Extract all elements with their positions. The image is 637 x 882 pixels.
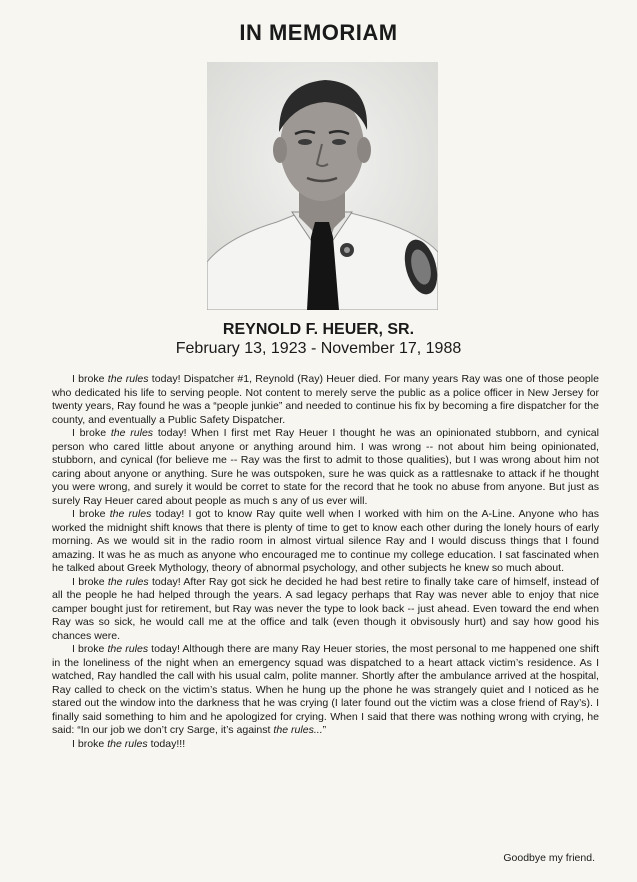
paragraph: I broke the rules today! Although there are many Ray Heuer stories, the most personal to me happened one shift in the loneliness of the night when an emergency squad was dispatched to a heart attack victim’s residence. As I watched, Ray handled the call with his usual calm, polite manner. Shortly after the ambulance arrived at the hospital, Ray called to check on the victim’s status. When he hung up the phone he was strangely quiet and I noticed as he stared out the window into the darkness that he was crying (I later found out the victim was a close friend of Ray’s). I finally said something to him and he apologized for crying. When I said that there was nothing wrong with crying, he said: “In our job we don’t cry Sarge, it’s against the rules...”	[52, 643, 599, 736]
life-dates: February 13, 1923 - November 17, 1988	[175, 340, 462, 357]
paragraph: I broke the rules today! Dispatcher #1, Reynold (Ray) Heuer died. For many years Ray was one of those people who dedicated his life to serving people. Not content to merely serve the public as a police officer in New Jersey for twenty years, Ray found he was a “people junkie” and needed to continue his fix by becoming a fire dispatcher for the county, and eventually a Public Safety Dispatcher.	[52, 373, 600, 426]
portrait-photo	[207, 62, 438, 310]
portrait-illustration	[207, 62, 438, 310]
signoff: Goodbye my friend.	[503, 852, 595, 864]
paragraph: I broke the rules today! I got to know Ray quite well when I worked with him on the A-Line. Anyone who has worked the midnight shift knows that there is plenty of time to get to know each other during the lonely hours of early morning. As we would sit in the radio room in almost virtual silence Ray and I would discuss things that I found amazing. It was he as much as anyone who encouraged me to continue my college education. I sat fascinated when he talked about Greek Mythology, theory of abnormal psychology, and other subjects he knew so much about.	[52, 508, 600, 574]
deceased-name: REYNOLD F. HEUER, SR.	[222, 321, 415, 338]
closing-line: I broke the rules today!!!	[72, 737, 186, 750]
page-title: IN MEMORIAM	[239, 20, 398, 45]
paragraph: I broke the rules today! When I first met Ray Heuer I thought he was an opinionated stubborn, and cynical person who cared little about anyone or anything around him. I was wrong -- not about him being opinionated, stubborn, and cynical (for believe me -- Ray was the first to admit to those qualities), but I was wrong about him not caring about anyone or anything. Sure he was outspoken, sure he was quick as a rattlesnake to attack if he thought you were wrong, and surely it would be corret to state for the record that he took no abuse from anyone. But just as surely Ray Heuer cared about people as much s any of us ever will.	[52, 427, 599, 507]
paragraph: I broke the rules today! After Ray got sick he decided he had best retire to finally take care of himself, instead of all the people he had helped through the years. A sad legacy perhaps that Ray was never able to enjoy that nice camper bought just for retirement, but Ray was never the type to look back -- just ahead. Even toward the end when Ray was so sick, he would call me at the office and talk (even though it obvisously hurt) and say how good his chances were.	[52, 575, 599, 642]
memorial-text	[52, 373, 599, 751]
